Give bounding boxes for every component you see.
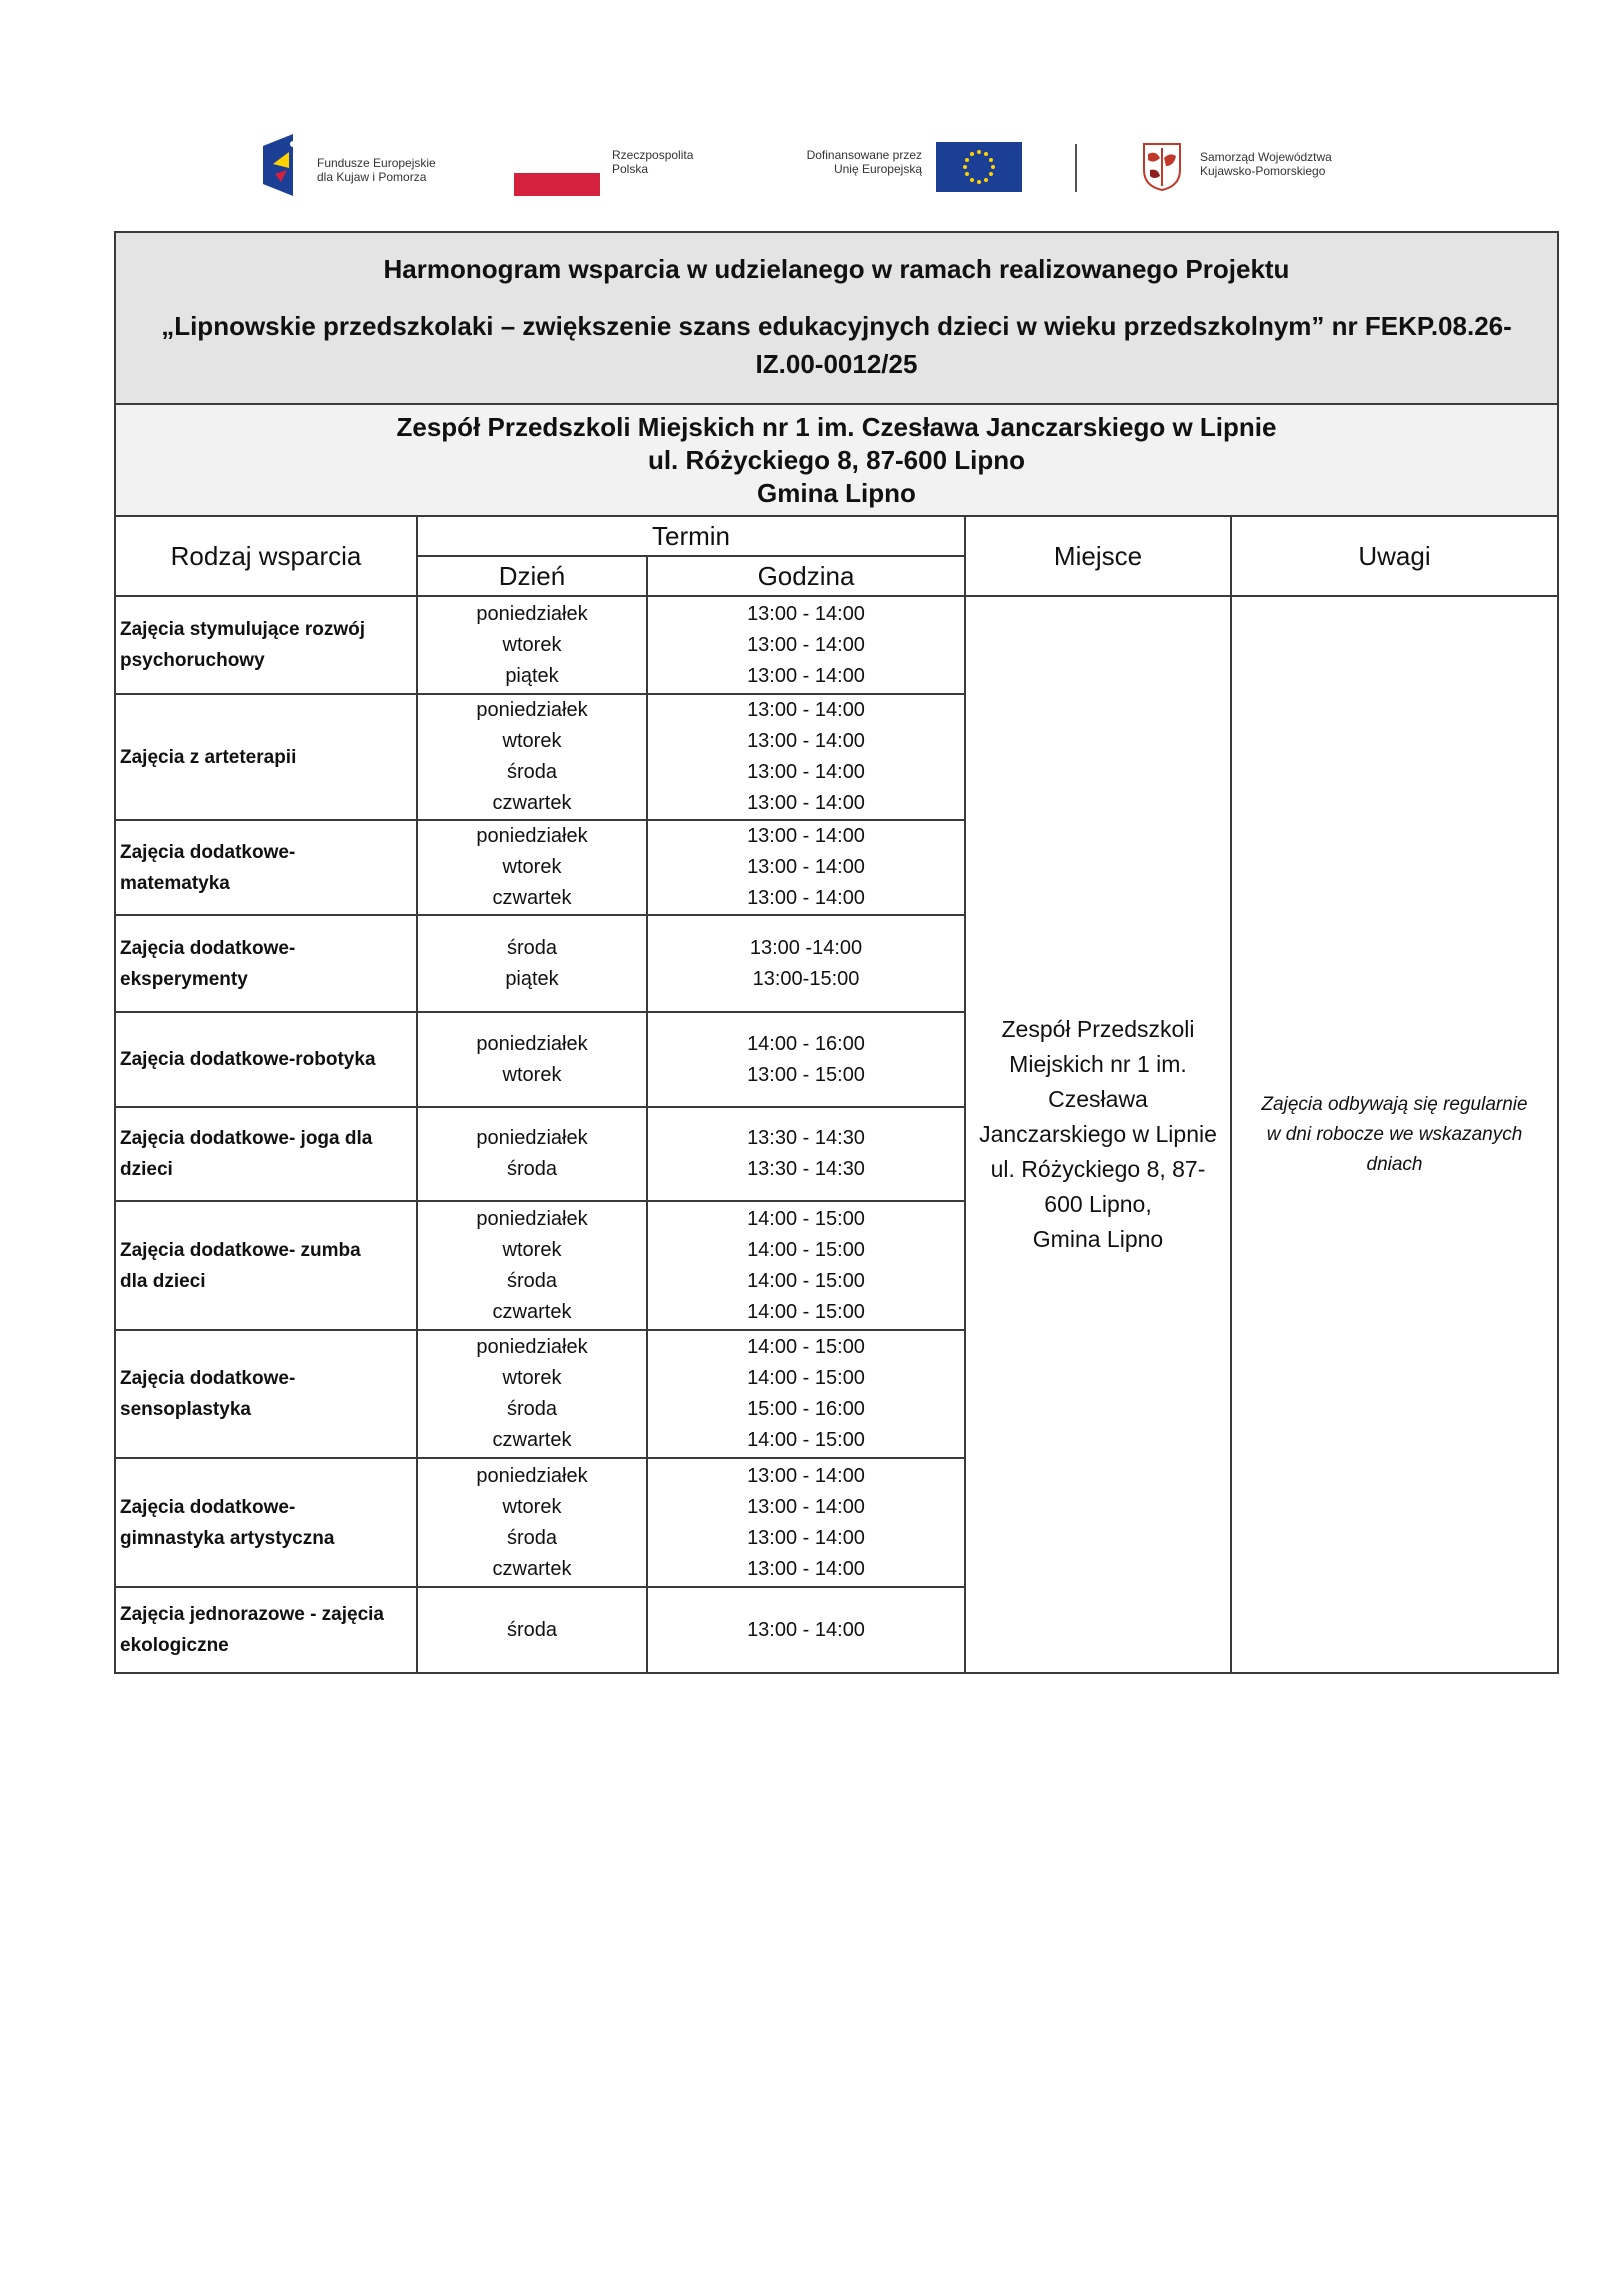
day-cell-line: piątek (505, 967, 559, 990)
support-type-cell (115, 1587, 417, 1673)
day-cell-line: wtorek (502, 633, 562, 656)
support-type-cell (115, 1201, 417, 1330)
table-row (115, 596, 1558, 694)
day-cell-line: czwartek (492, 1557, 572, 1580)
day-cell-line: poniedziałek (476, 699, 588, 721)
hour-cell-line: 15:00 - 16:00 (747, 1398, 865, 1420)
column-header-hour: Godzina (647, 556, 965, 596)
day-cell-line: środa (506, 1526, 558, 1549)
hour-cell-line: 13:00 - 14:00 (747, 1557, 865, 1580)
place-line: Zespół Przedszkoli (1001, 1016, 1195, 1042)
support-type-cell-line: Zajęcia jednorazowe - zajęcia (120, 1604, 384, 1625)
support-type-cell-line: Zajęcia dodatkowe- (120, 1368, 296, 1389)
hour-cell-line: 13:00 -14:00 (749, 936, 863, 959)
support-type-cell (115, 820, 417, 915)
hour-cell-line: 13:30 - 14:30 (747, 1158, 865, 1180)
hour-cell-line: 13:00 - 14:00 (747, 761, 865, 783)
day-cell-line: poniedziałek (476, 1127, 588, 1149)
column-header-day: Dzień (417, 556, 647, 596)
hour-cell-line: 13:00 - 14:00 (747, 602, 865, 625)
hour-cell (647, 1012, 965, 1107)
hour-cell-line: 14:00 - 15:00 (747, 1300, 865, 1323)
column-header-notes: Uwagi (1231, 516, 1558, 596)
day-cell (417, 820, 647, 915)
hour-cell-line: 13:00 - 15:00 (747, 1063, 865, 1086)
hour-cell-line: 13:00 - 14:00 (747, 1464, 865, 1487)
support-type-cell-line: Zajęcia dodatkowe- (120, 937, 296, 959)
hour-cell (647, 1201, 965, 1330)
hour-cell-line: 13:00-15:00 (752, 967, 860, 990)
support-type-cell-line: Zajęcia dodatkowe- zumba (120, 1239, 361, 1261)
logo-divider (1075, 144, 1077, 192)
day-cell-line: poniedziałek (476, 1032, 588, 1055)
support-type-cell (115, 1330, 417, 1458)
day-cell-line: piątek (505, 664, 559, 687)
day-cell-line: wtorek (502, 1367, 562, 1389)
hour-cell-line: 13:00 - 14:00 (747, 730, 865, 752)
organization-name: Zespół Przedszkoli Miejskich nr 1 im. Czesława Janczarskiego w Lipnie (396, 411, 1277, 442)
day-cell (417, 1330, 647, 1458)
place-line: Gmina Lipno (1032, 1226, 1164, 1252)
support-type-cell-line: Zajęcia dodatkowe- (120, 841, 296, 863)
day-cell (417, 1458, 647, 1587)
day-cell-line: środa (506, 1618, 558, 1641)
column-header-row (115, 516, 1558, 556)
day-cell (417, 915, 647, 1012)
eu-cofinancing-text: Dofinansowane przez Unię Europejską (806, 148, 922, 176)
hour-cell (647, 1330, 965, 1458)
day-cell-line: środa (506, 761, 558, 783)
page-title: Harmonogram wsparcia w udzielanego w ramach realizowanego Projektu (383, 253, 1290, 284)
day-cell (417, 596, 647, 694)
samorzad-text: Samorząd Województwa Kujawsko-Pomorskiego (1200, 150, 1332, 178)
hour-cell-line: 13:30 - 14:30 (747, 1127, 865, 1149)
day-cell-line: poniedziałek (476, 1207, 588, 1230)
support-type-cell-line: psychoruchowy (120, 650, 265, 671)
schedule-document (114, 231, 1557, 1674)
support-type-cell-line: gimnastyka artystyczna (120, 1527, 335, 1549)
day-cell-line: środa (506, 936, 558, 959)
day-cell-line: wtorek (502, 1063, 562, 1086)
title-row (115, 232, 1558, 404)
support-type-cell (115, 915, 417, 1012)
organization-address: ul. Różyckiego 8, 87-600 Lipno (647, 444, 1026, 475)
organization-cell (115, 404, 1558, 516)
place-line: Janczarskiego w Lipnie (979, 1121, 1217, 1147)
support-type-cell (115, 1458, 417, 1587)
fundusze-europejskie-text: Fundusze Europejskie dla Kujaw i Pomorza (317, 156, 436, 184)
day-cell-line: czwartek (492, 887, 572, 909)
column-header-place: Miejsce (965, 516, 1231, 596)
support-type-cell (115, 1012, 417, 1107)
day-cell-line: wtorek (502, 856, 562, 878)
schedule-table (114, 231, 1559, 1674)
support-type-cell-line: Zajęcia dodatkowe-robotyka (120, 1049, 376, 1070)
support-type-cell-line: matematyka (120, 872, 230, 894)
place-line: 600 Lipno, (1044, 1191, 1152, 1217)
eu-flag-icon (936, 142, 1022, 192)
column-header-term: Termin (417, 516, 965, 556)
support-type-cell (115, 694, 417, 820)
hour-cell-line: 13:00 - 14:00 (747, 887, 865, 909)
kujawsko-pomorskie-crest-icon (1140, 140, 1184, 192)
hour-cell (647, 1587, 965, 1673)
hour-cell-line: 13:00 - 14:00 (747, 1495, 865, 1518)
notes-line: dniach (1366, 1153, 1423, 1175)
notes-line: Zajęcia odbywają się regularnie (1261, 1093, 1528, 1115)
day-cell-line: poniedziałek (476, 602, 588, 625)
day-cell-line: czwartek (492, 1429, 572, 1451)
hour-cell (647, 1458, 965, 1587)
day-cell (417, 1012, 647, 1107)
support-type-cell-line: Zajęcia stymulujące rozwój (120, 619, 365, 640)
hour-cell-line: 13:00 - 14:00 (747, 856, 865, 878)
day-cell-line: środa (506, 1398, 558, 1420)
day-cell (417, 1587, 647, 1673)
fundusze-europejskie-mark-icon (263, 134, 303, 196)
title-cell (115, 232, 1558, 404)
hour-cell-line: 14:00 - 15:00 (747, 1207, 865, 1230)
hour-cell (647, 596, 965, 694)
column-header-type: Rodzaj wsparcia (115, 516, 417, 596)
polish-flag-icon (514, 150, 600, 196)
hour-cell-line: 13:00 - 14:00 (747, 633, 865, 656)
day-cell-line: czwartek (492, 1300, 572, 1323)
organization-municipality: Gmina Lipno (757, 477, 916, 508)
hour-cell (647, 694, 965, 820)
hour-cell (647, 820, 965, 915)
day-cell-line: poniedziałek (476, 1336, 588, 1358)
support-type-cell-line: ekologiczne (120, 1635, 229, 1656)
place-line: Miejskich nr 1 im. (1009, 1051, 1187, 1077)
day-cell-line: wtorek (502, 1238, 562, 1261)
place-line: ul. Różyckiego 8, 87- (990, 1156, 1206, 1182)
hour-cell-line: 13:00 - 14:00 (747, 825, 865, 847)
day-cell-line: środa (506, 1158, 558, 1180)
rzeczpospolita-text: Rzeczpospolita Polska (612, 148, 694, 176)
hour-cell-line: 14:00 - 16:00 (747, 1032, 865, 1055)
support-type-cell (115, 596, 417, 694)
hour-cell-line: 14:00 - 15:00 (747, 1238, 865, 1261)
day-cell-line: czwartek (492, 792, 572, 814)
day-cell (417, 694, 647, 820)
hour-cell-line: 13:00 - 14:00 (747, 699, 865, 721)
hour-cell-line: 13:00 - 14:00 (747, 792, 865, 814)
support-type-cell (115, 1107, 417, 1201)
support-type-cell-line: sensoplastyka (120, 1399, 251, 1420)
notes-cell (1231, 596, 1558, 1673)
day-cell (417, 1201, 647, 1330)
day-cell-line: wtorek (502, 1495, 562, 1518)
support-type-cell-line: Zajęcia dodatkowe- joga dla (120, 1128, 373, 1149)
hour-cell-line: 14:00 - 15:00 (747, 1336, 865, 1358)
day-cell-line: poniedziałek (476, 825, 588, 847)
organization-row (115, 404, 1558, 516)
hour-cell (647, 1107, 965, 1201)
hour-cell-line: 13:00 - 14:00 (747, 1618, 865, 1641)
day-cell-line: wtorek (502, 730, 562, 752)
notes-line: w dni robocze we wskazanych (1266, 1123, 1523, 1145)
support-type-cell-line: Zajęcia dodatkowe- (120, 1496, 296, 1518)
hour-cell-line: 14:00 - 15:00 (747, 1269, 865, 1292)
day-cell (417, 1107, 647, 1201)
support-type-cell-line: Zajęcia z arteterapii (120, 746, 297, 768)
place-cell (965, 596, 1231, 1673)
project-name: „Lipnowskie przedszkolaki – zwiększenie szans edukacyjnych dzieci w wieku przedszkolnym” nr FEKP.08.26- IZ.00-0012/25 (161, 310, 1512, 379)
hour-cell-line: 14:00 - 15:00 (747, 1429, 865, 1451)
support-type-cell-line: dla dzieci (120, 1270, 206, 1292)
place-line: Czesława (1048, 1086, 1148, 1112)
hour-cell-line: 13:00 - 14:00 (747, 664, 865, 687)
day-cell-line: poniedziałek (476, 1464, 588, 1487)
day-cell-line: środa (506, 1269, 558, 1292)
support-type-cell-line: eksperymenty (120, 968, 248, 990)
support-type-cell-line: dzieci (120, 1159, 173, 1180)
logo-strip (0, 128, 1606, 208)
hour-cell (647, 915, 965, 1012)
hour-cell-line: 13:00 - 14:00 (747, 1526, 865, 1549)
hour-cell-line: 14:00 - 15:00 (747, 1367, 865, 1389)
